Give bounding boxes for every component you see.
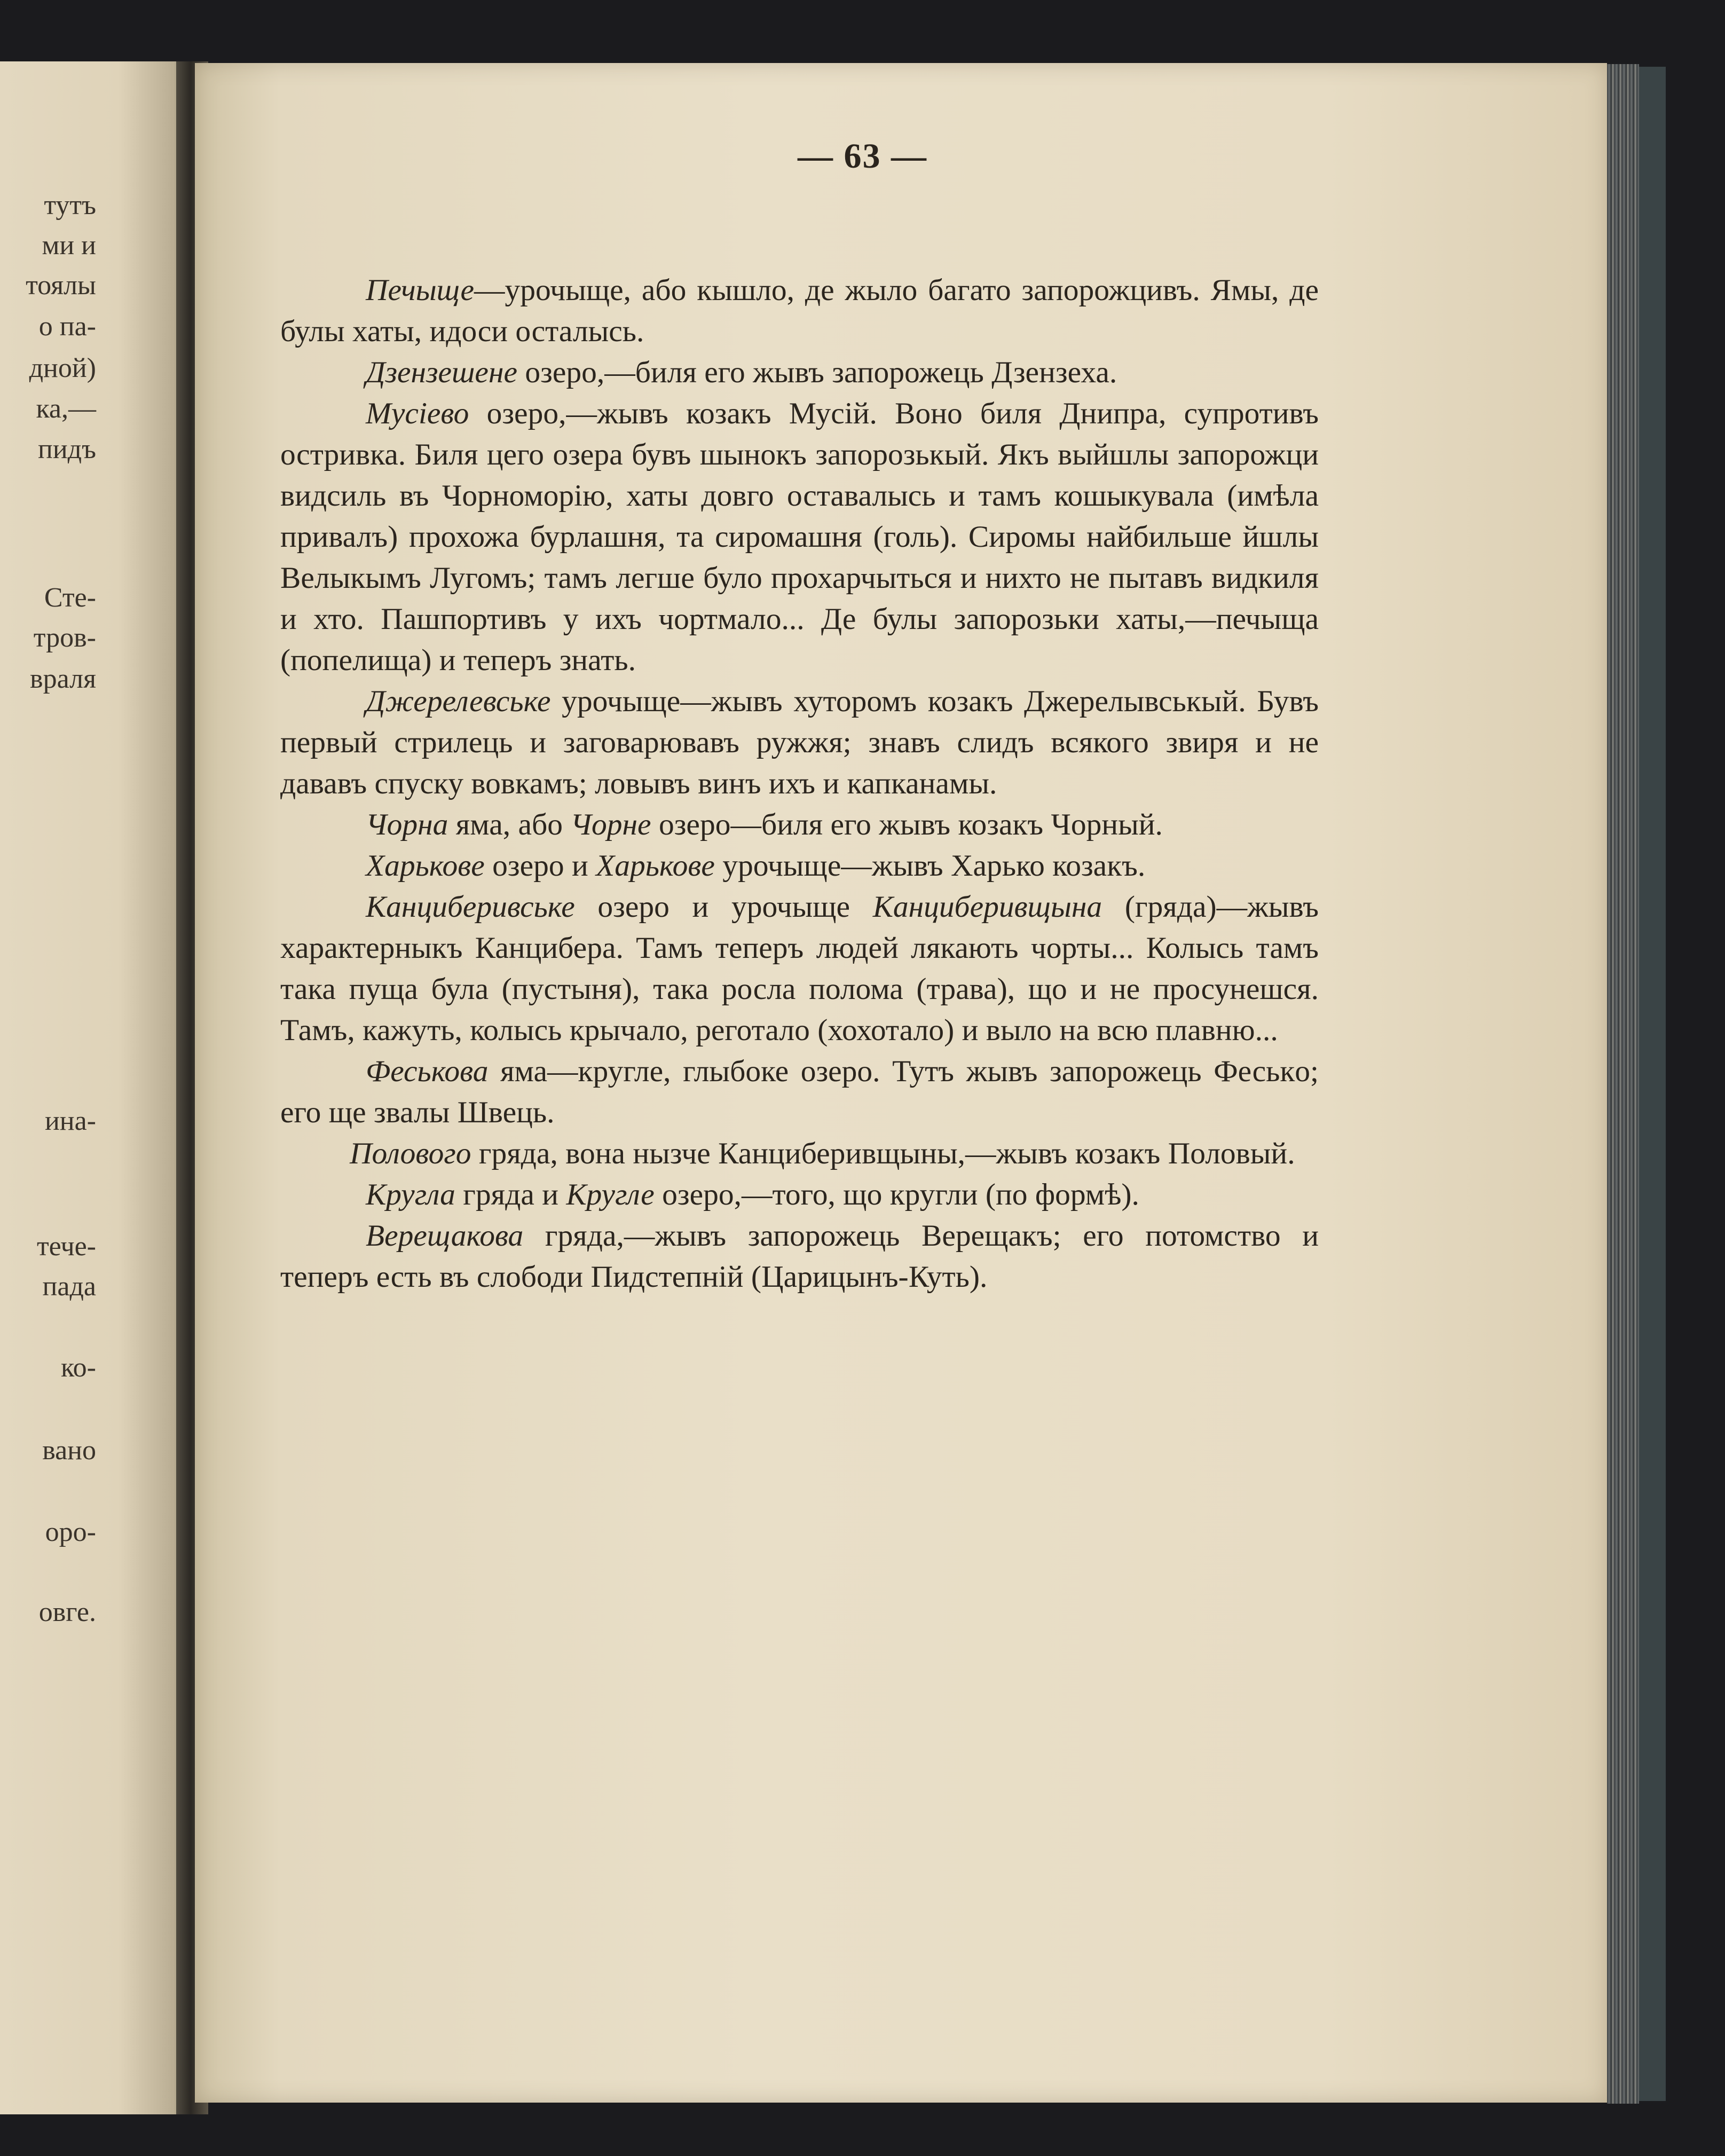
previous-page-text-fragment: ми и: [42, 230, 96, 261]
entry-term: Печыще: [366, 273, 475, 307]
entry-paragraph: [280, 804, 1319, 845]
entry-term: Феськова: [366, 1055, 489, 1088]
entry-text: озеро,—жывъ козакъ Мусій. Воно биля Днипра, супротивъ остривка. Биля цего озера бувъ шынокъ запорозькый. Якъ выйшлы запорожци видсиль въ Чорноморію, хаты довго оставалысь и тамъ кошыкувала (имѣла привалъ) прохожа бурлашня, та сиромашня (голь). Сиромы найбильше йшлы Велыкымъ Лугомъ; тамъ легше було прохарчыться и нихто не пытавъ видкиля и хто. Пашпортивъ у ихъ чортмало... Де булы запорозьки хаты,—печыща (попелища) и теперъ знать.: [280, 397, 1319, 677]
entry-term: Кругла: [366, 1178, 455, 1211]
entry-term: Канциберивське: [366, 890, 575, 924]
previous-page-fragment: [0, 61, 198, 2114]
previous-page-text-fragment: вано: [42, 1435, 96, 1466]
entry-text: гряда и: [455, 1178, 566, 1211]
previous-page-text-fragment: овге.: [38, 1597, 96, 1627]
entry-text: гряда,—жывъ запорожець Верещакъ; его потомство и теперъ есть въ слободи Пидстепній (Царицынъ-Куть).: [280, 1219, 1319, 1294]
previous-page-text-fragment: оро-: [45, 1517, 96, 1547]
entry-paragraph: [280, 1051, 1319, 1133]
entry-term-secondary: Чорне: [570, 808, 651, 841]
entry-paragraph: [280, 270, 1319, 352]
entry-text: яма, або: [448, 808, 571, 841]
previous-page-text-fragment: тров-: [33, 623, 96, 653]
entry-paragraph: [280, 1133, 1319, 1174]
entry-text: гряда, вона нызче Канциберивщыны,—жывъ козакъ Половый.: [471, 1137, 1295, 1170]
previous-page-text-fragment: дной): [29, 353, 96, 383]
entry-paragraph: [280, 393, 1319, 681]
previous-page-text-fragment: тече-: [36, 1231, 96, 1262]
entry-paragraph: [280, 1174, 1319, 1215]
previous-page-text-fragment: тоялы: [26, 270, 96, 301]
previous-page-text-fragment: пидъ: [37, 434, 96, 465]
entry-text-secondary: озеро,—того, що кругли (по формѣ).: [654, 1178, 1139, 1211]
entry-text: озеро,—биля его жывъ запорожець Дзензеха.: [517, 356, 1117, 389]
page-number: — 63 —: [798, 137, 927, 176]
entry-term-secondary: Канциберивщына: [872, 890, 1102, 924]
page-body-text: [280, 270, 1319, 1297]
entry-term: Верещакова: [366, 1219, 524, 1253]
previous-page-text-fragment: о па-: [38, 311, 96, 342]
previous-page-text-fragment: ка,—: [36, 394, 96, 424]
entry-term: Полового: [350, 1137, 471, 1170]
previous-page-text-fragment: Сте-: [44, 583, 96, 613]
entry-paragraph: [280, 352, 1319, 393]
entry-text: урочыще—жывъ хуторомъ козакъ Джерелывськый. Бувъ первый стрилець и заговарювавъ ружжя; знавъ слидъ всякого звиря и не дававъ спуску вовкамъ; ловывъ винъ ихъ и капканамы.: [280, 684, 1319, 800]
entry-paragraph: [280, 845, 1319, 886]
entry-term-secondary: Харькове: [596, 849, 715, 883]
entry-paragraph: [280, 886, 1319, 1051]
entry-paragraph: [280, 1215, 1319, 1297]
entry-term: Харькове: [366, 849, 485, 883]
page-block-edge: [1607, 64, 1639, 2104]
entry-text: —урочыще, або кышло, де жыло багато запорожцивъ. Ямы, де булы хаты, идоси осталысь.: [280, 273, 1319, 348]
previous-page-text-fragment: ина-: [44, 1106, 96, 1136]
entry-text-secondary: (гряда)—жывъ характерныкъ Канцибера. Тамъ теперъ людей лякають чорты... Колысь тамъ така пуща була (пустыня), така росла полома (трава), що и не просунешся. Тамъ, кажуть, колысь крычало, реготало (хохотало) и выло на всю плавню...: [280, 890, 1319, 1047]
entry-text: озеро и: [484, 849, 596, 883]
entry-text-secondary: озеро—биля его жывъ козакъ Чорный.: [651, 808, 1163, 841]
entry-term-secondary: Кругле: [566, 1178, 655, 1211]
previous-page-text-fragment: пада: [42, 1271, 96, 1302]
entry-term: Джерелевське: [366, 684, 551, 718]
entry-text: яма—кругле, глыбоке озеро. Тутъ жывъ запорожець Феськo; его ще звалы Швець.: [280, 1055, 1319, 1129]
entry-term: Дзензешене: [366, 356, 517, 389]
entry-paragraph: [280, 681, 1319, 804]
entry-term: Чорна: [366, 808, 448, 841]
previous-page-text-fragment: враля: [30, 664, 96, 694]
entry-term: Мусіево: [366, 397, 469, 430]
previous-page-text-fragment: ко-: [61, 1352, 96, 1383]
book-cover-edge: [1639, 67, 1666, 2101]
entry-text-secondary: урочыще—жывъ Харько козакъ.: [714, 849, 1146, 883]
entry-text: озеро и урочыще: [574, 890, 873, 924]
previous-page-text-fragment: тутъ: [44, 190, 96, 221]
